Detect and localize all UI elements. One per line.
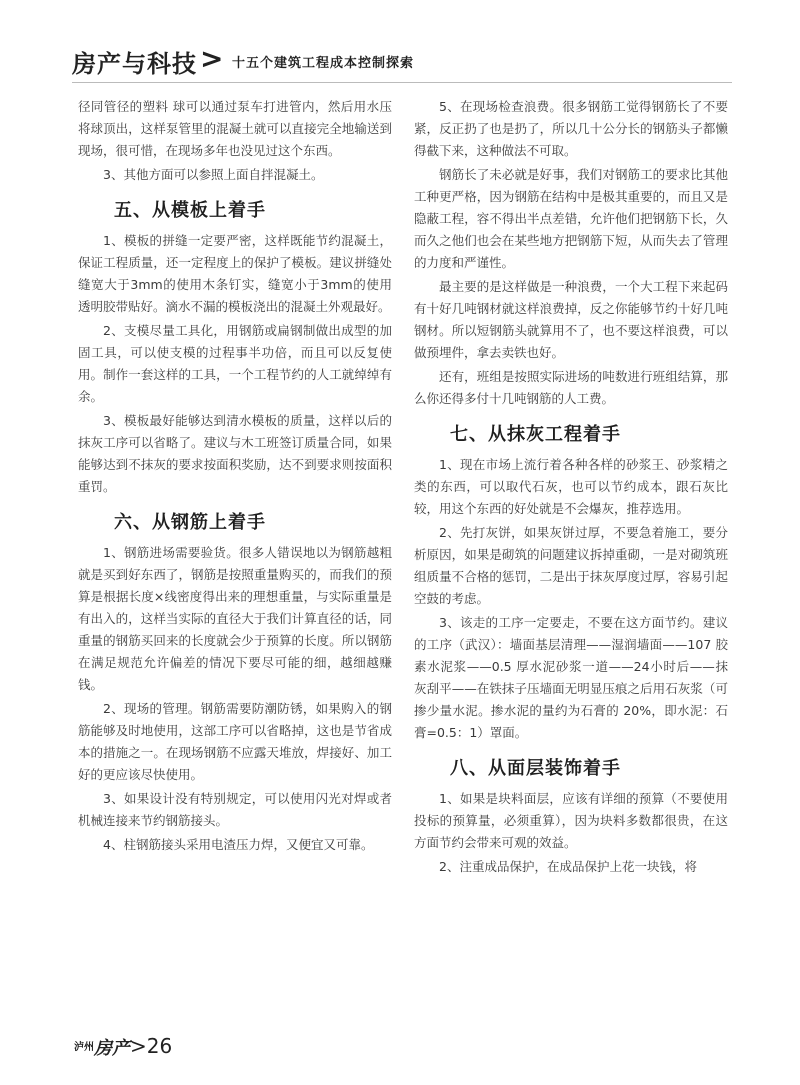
header-divider xyxy=(72,82,732,83)
paragraph: 1、现在市场上流行着各种各样的砂浆王、砂浆精之类的东西，可以取代石灰，也可以节约成本，跟石灰比较，用这个东西的好处就是不会爆灰，推荐选用。 xyxy=(414,457,728,516)
paragraph: 3、模板最好能够达到清水模板的质量，这样以后的抹灰工序可以省略了。建议与木工班签订质量合同，如果能够达到不抹灰的要求按面积奖励，达不到要求则按面积重罚。 xyxy=(78,413,392,494)
section-arrow: > xyxy=(200,42,224,75)
paragraph: 5、在现场检查浪费。很多钢筋工觉得钢筋长了不要紧，反正扔了也是扔了，所以几十公分长的钢筋头子都懒得截下来，这种做法不可取。 xyxy=(414,99,728,158)
section-heading: 五、从模板上着手 xyxy=(114,200,266,221)
footer-city: 泸州 xyxy=(74,1042,94,1053)
section-heading: 七、从抹灰工程着手 xyxy=(450,424,621,445)
paragraph: 2、现场的管理。钢筋需要防潮防锈，如果购入的钢筋能够及时地使用，这部工序可以省略掉，这也是节省成本的措施之一。在现场钢筋不应露天堆放，焊接好、加工好的更应该尽快使用。 xyxy=(78,701,392,782)
magazine-section-title: 房产与科技 xyxy=(72,50,197,78)
section-heading: 八、从面层装饰着手 xyxy=(450,758,621,779)
paragraph: 1、模板的拼缝一定要严密，这样既能节约混凝土，保证工程质量，还一定程度上的保护了模板。建议拼缝处缝宽大于3mm的使用木条钉实，缝宽小于3mm的使用透明胶带贴好。滴水不漏的模板浇出的混凝土外观最好。 xyxy=(78,233,392,314)
paragraph: 2、先打灰饼，如果灰饼过厚，不要急着施工，要分析原因，如果是砌筑的问题建议拆掉重砌，一是对砌筑班组质量不合格的惩罚，二是出于抹灰厚度过厚，容易引起空鼓的考虑。 xyxy=(414,525,728,606)
paragraph: 最主要的是这样做是一种浪费，一个大工程下来起码有十好几吨钢材就这样浪费掉，反之你能够节约十好几吨钢材。所以短钢筋头就算用不了，也不要这样浪费，可以做预埋件，拿去卖铁也好。 xyxy=(414,279,728,360)
paragraph: 3、如果设计没有特别规定，可以使用闪光对焊或者机械连接来节约钢筋接头。 xyxy=(78,791,392,828)
footer-magazine-logo: 房产 xyxy=(94,1038,130,1059)
paragraph: 3、其他方面可以参照上面自拌混凝土。 xyxy=(103,167,324,182)
page-header xyxy=(72,44,732,84)
paragraph: 2、支模尽量工具化，用钢筋或扁钢制做出成型的加固工具，可以使支模的过程事半功倍，而且可以反复使用。制作一套这样的工具，一个工程节约的人工就绰绰有余。 xyxy=(78,323,392,404)
section-heading: 六、从钢筋上着手 xyxy=(114,512,266,533)
paragraph: 1、钢筋进场需要验货。很多人错误地以为钢筋越粗就是买到好东西了，钢筋是按照重量购买的，而我们的预算是根据长度×线密度得出来的理想重量，与实际重量是有出入的，这样当实际的直径大于我们计算直径的话，同重量的钢筋买回来的长度就会少于预算的长度。所以钢筋在满足规范允许偏差的情况下要尽可能的细，越细越赚钱。 xyxy=(78,545,392,692)
paragraph: 1、如果是块料面层，应该有详细的预算（不要使用投标的预算量，必须重算），因为块料多数都很贵，在这方面节约会带来可观的效益。 xyxy=(414,791,728,850)
paragraph: 还有，班组是按照实际进场的吨数进行班组结算，那么你还得多付十几吨钢筋的人工费。 xyxy=(414,369,728,406)
paragraph: 4、柱钢筋接头采用电渣压力焊，又便宜又可靠。 xyxy=(103,837,374,852)
page-footer xyxy=(74,1034,274,1064)
article-title: 十五个建筑工程成本控制探索 xyxy=(232,56,415,71)
paragraph: 径同管径的塑料 球可以通过泵车打进管内，然后用水压将球顶出，这样泵管里的混凝土就可以直接完全地输送到现场，很可惜，在现场多年也没见过这个东西。 xyxy=(78,99,392,158)
paragraph: 2、注重成品保护，在成品保护上花一块钱，将 xyxy=(439,859,697,874)
paragraph: 钢筋长了未必就是好事，我们对钢筋工的要求比其他工种更严格，因为钢筋在结构中是极其重要的，而且又是隐蔽工程，容不得出半点差错，允许他们把钢筋下长，久而久之他们也会在某些地方把钢筋下短，从而失去了管理的力度和严谨性。 xyxy=(414,167,728,270)
paragraph: 3、该走的工序一定要走，不要在这方面节约。建议的工序（武汉）：墙面基层清理——湿润墙面——107 胶素水泥浆——0.5 厚水泥砂浆一道——24小时后——抹灰刮平——在铁抹子压墙面无明显压痕之后用石灰浆（可掺少量水泥。掺水泥的量约为石膏的 20%，即水泥：石膏=0.5：1）罩面。 xyxy=(414,615,728,740)
right-column xyxy=(414,96,728,880)
page-number: >26 xyxy=(130,1034,173,1058)
left-column xyxy=(78,96,392,858)
